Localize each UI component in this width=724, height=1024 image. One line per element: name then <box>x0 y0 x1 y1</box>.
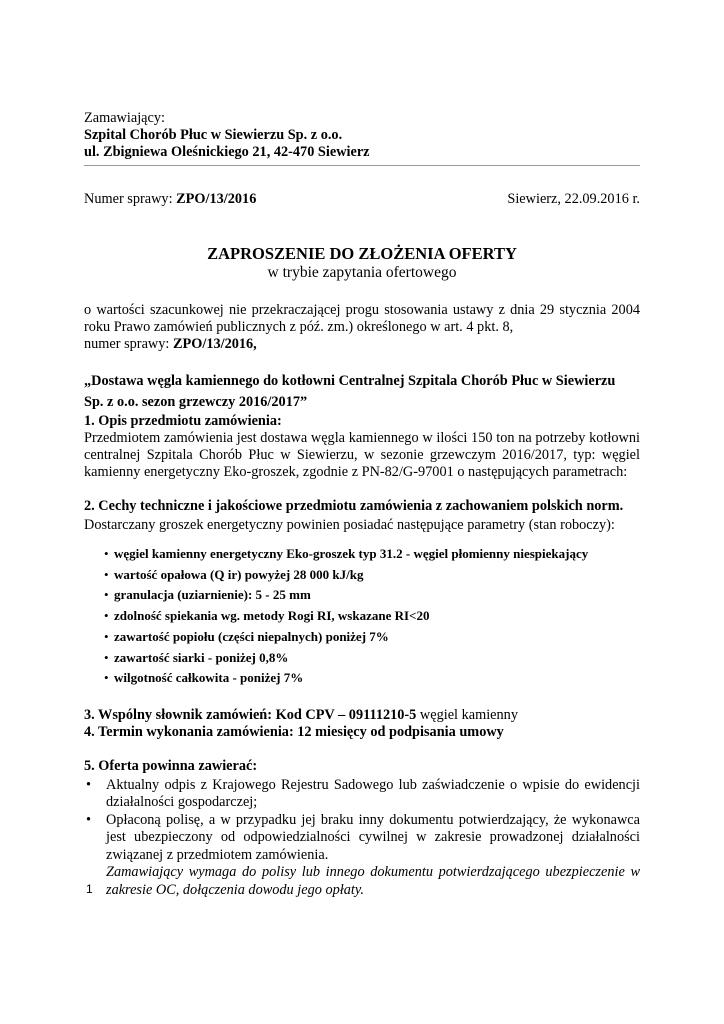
section-3-line <box>84 707 640 724</box>
section-3 <box>84 707 640 724</box>
list-item: • wilgotność całkowita - poniżej 7% <box>84 668 640 689</box>
list-item: • zdolność spiekania wg. metody Rogi RI, wskazane RI<20 <box>84 606 640 627</box>
section-1-line-3: kamienny energetyczny Eko-groszek, zgodnie z PN-82/G-97001 o następujących parametrach: <box>84 464 628 480</box>
section-3-tail: węgiel kamienny <box>416 706 518 723</box>
case-number-label: Numer sprawy: <box>84 191 173 207</box>
buyer-name: Szpital Chorób Płuc w Siewierzu Sp. z o.o. <box>84 127 343 143</box>
intro-line-1: o wartości szacunkowej nie przekraczającej progu stosowania ustawy z dnia 29 stycznia 2004 <box>84 302 640 318</box>
intro-line-3 <box>84 336 640 353</box>
bullet-icon: • <box>104 587 109 603</box>
section-3-heading: 3. Wspólny słownik zamówień: Kod CPV – 09111210-5 <box>84 706 417 723</box>
intro-paragraph <box>84 302 640 353</box>
bullet-icon: • <box>104 546 109 561</box>
place-date: Siewierz, 22.09.2016 r. <box>507 191 640 207</box>
insurance-note-line-1: Zamawiający wymaga do polisy lub innego dokumentu potwierdzającego ubezpieczenie w <box>106 864 640 881</box>
case-number-block <box>84 191 256 208</box>
buyer-label: Zamawiający: <box>84 110 165 126</box>
bullet-icon: • <box>104 628 109 644</box>
bullet-icon: • <box>86 776 92 793</box>
list-item: • zawartość popiołu (części niepalnych) poniżej 7% <box>84 627 640 648</box>
section-1-line-2: centralnej Szpitala Chorób Płuc w Siewierzu, w sezonie grzewczym 2016/2017, typ: węgiel <box>84 447 640 463</box>
case-number-value: ZPO/13/2016 <box>176 191 257 207</box>
subject-line-2: Sp. z o.o. sezon grzewczy 2016/2017” <box>84 394 308 410</box>
section-2-intro: Dostarczany groszek energetyczny powinien posiadać następujące parametry (stan roboczy): <box>84 517 615 533</box>
section-1-line-1: Przedmiotem zamówienia jest dostawa węgla kamiennego w ilości 150 ton na potrzeby kotłowni <box>84 430 640 446</box>
bullet-icon: • <box>104 608 109 624</box>
section-2-heading: 2. Cechy techniczne i jakościowe przedmiotu zamówienia z zachowaniem polskich norm. <box>84 498 624 514</box>
bullet-icon: • <box>104 670 109 686</box>
section-2 <box>84 497 640 689</box>
list-item: • wartość opałowa (Q ir) powyżej 28 000 kJ/kg <box>84 565 640 586</box>
section-1-heading: 1. Opis przedmiotu zamówienia: <box>84 413 282 429</box>
list-item: • zawartość siarki - poniżej 0,8% <box>84 648 640 669</box>
intro-case-label: numer sprawy: <box>84 336 170 352</box>
section-5-heading: 5. Oferta powinna zawierać: <box>84 757 258 774</box>
parameters-list <box>84 544 640 689</box>
bullet-icon: • <box>86 811 92 828</box>
document-subtitle: w trybie zapytania ofertowego <box>267 264 457 281</box>
case-row <box>84 191 640 208</box>
page-number: 1 <box>86 882 93 896</box>
section-1 <box>84 413 640 481</box>
list-item: • węgiel kamienny energetyczny Eko-groszek typ 31.2 - węgiel płomienny niespiekający <box>84 544 640 565</box>
list-item: • Opłaconą polisę, a w przypadku jej braku inny dokumentu potwierdzający, że wykonawca jest ubezpieczony od odpowiedzialności cywilnej w zakresie prowadzonej działalności związanej z przedmiotem zamówienia. Zamawiający wymaga do polisy lub innego dokumentu potwierdzającego ubezpieczenie w zakresie OC, dołączenia dowodu jego opłaty. <box>86 811 640 898</box>
list-item: • Aktualny odpis z Krajowego Rejestru Sadowego lub zaświadczenie o wpisie do ewidencji działalności gospodarczej; <box>86 776 640 811</box>
list-item: • granulacja (uziarnienie): 5 - 25 mm <box>84 585 640 606</box>
offer-contents-list <box>84 777 640 900</box>
document-title: ZAPROSZENIE DO ZŁOŻENIA OFERTY <box>207 244 517 263</box>
subject-block <box>84 371 640 413</box>
subject-line-1: „Dostawa węgla kamiennego do kotłowni Centralnej Szpitala Chorób Płuc w Siewierzu <box>84 373 616 389</box>
document-page <box>84 110 640 899</box>
bullet-icon: • <box>104 649 109 665</box>
section-5 <box>84 758 640 900</box>
header-divider <box>84 165 640 166</box>
section-4-heading: 4. Termin wykonania zamówienia: 12 miesięcy od podpisania umowy <box>84 723 504 740</box>
intro-case-value: ZPO/13/2016, <box>172 336 257 352</box>
intro-line-2: roku Prawo zamówień publicznych z póź. zm.) określonego w art. 4 pkt. 8, <box>84 319 514 335</box>
insurance-note-line-2: zakresie OC, dołączenia dowodu jego opłaty. <box>106 881 364 898</box>
buyer-address: ul. Zbigniewa Oleśnickiego 21, 42-470 Siewierz <box>84 144 370 160</box>
bullet-icon: • <box>104 566 109 582</box>
